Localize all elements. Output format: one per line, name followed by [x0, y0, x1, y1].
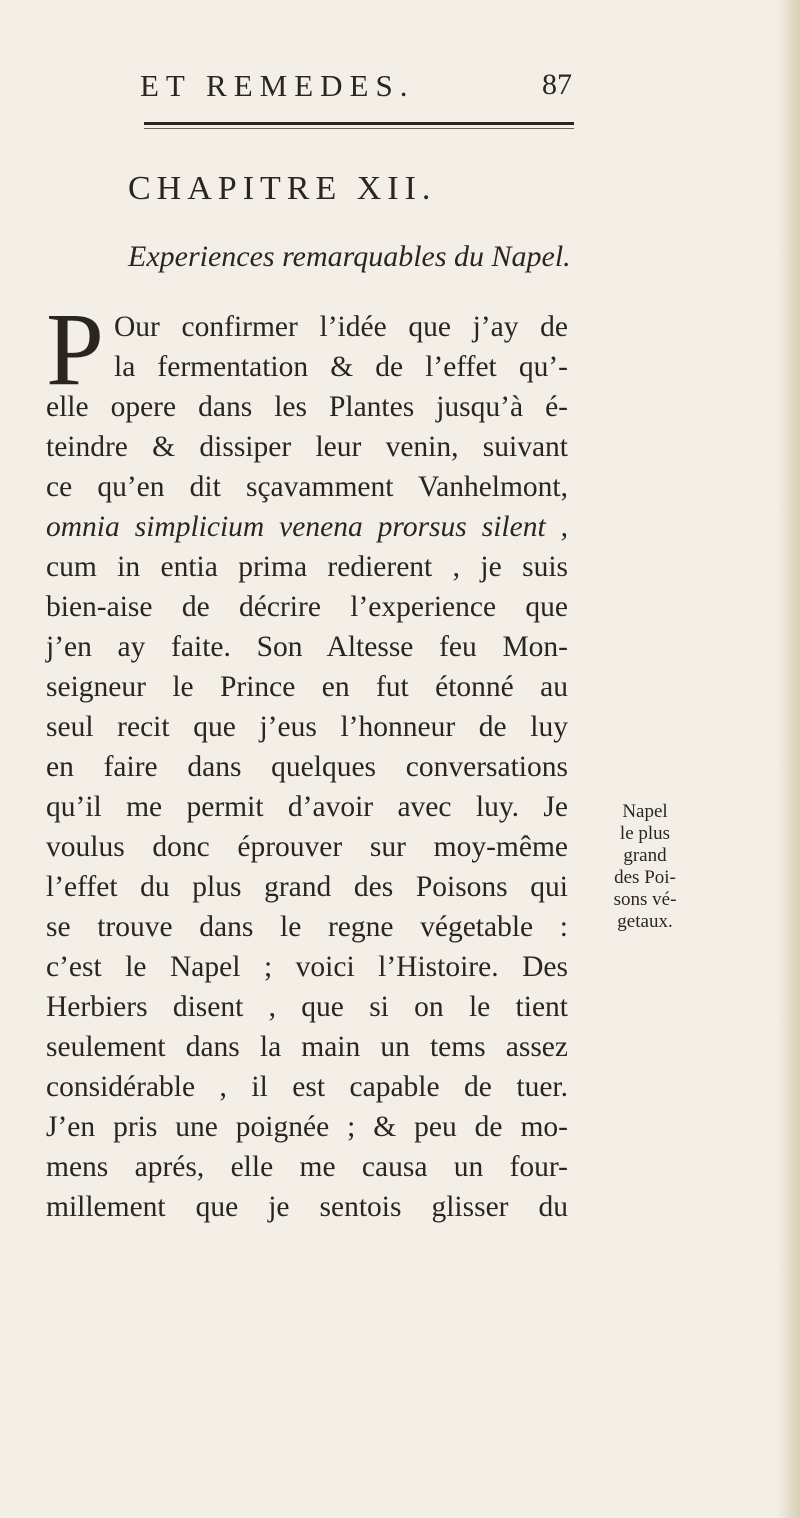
text-line: l’effet du plus grand des Poisons qui — [46, 871, 568, 903]
chapter-title: CHAPITRE XII. — [128, 170, 437, 207]
margin-note-line: le plus — [619, 823, 671, 844]
text-line: J’en pris une poignée ; & peu de mo- — [46, 1111, 568, 1143]
text-line: omnia simplicium venena prorsus silent , — [46, 511, 568, 543]
text-line: seigneur le Prince en fut étonné au — [46, 671, 568, 703]
drop-cap: P — [46, 292, 104, 407]
text-line: en faire dans quelques conversations — [46, 751, 568, 783]
running-title: ET REMEDES. — [140, 68, 415, 103]
margin-note-line: Napel — [622, 801, 668, 822]
text-line: seulement dans la main un tems assez — [46, 1031, 568, 1063]
page-number: 87 — [542, 68, 572, 101]
text-line: elle opere dans les Plantes jusqu’à é- — [46, 391, 568, 423]
text-line: la fermentation & de l’effet qu’- — [114, 351, 568, 383]
text-line: qu’il me permit d’avoir avec luy. Je — [46, 791, 568, 823]
margin-note-line: grand — [623, 845, 667, 866]
text-line: seul recit que j’eus l’honneur de luy — [46, 711, 568, 743]
text-line: mens aprés, elle me causa un four- — [46, 1151, 568, 1183]
page-edge — [778, 0, 800, 1518]
text-line: ce qu’en dit sçavamment Vanhelmont, — [46, 471, 568, 503]
text-line: se trouve dans le regne végetable : — [46, 911, 568, 943]
chapter-subtitle: Experiences remarquables du Napel. — [128, 240, 571, 273]
text-line: c’est le Napel ; voici l’Histoire. Des — [46, 951, 568, 983]
margin-note-line: sons vé- — [613, 889, 677, 910]
text-line: considérable , il est capable de tuer. — [46, 1071, 568, 1103]
running-head — [140, 68, 580, 108]
margin-note-line: getaux. — [617, 911, 673, 932]
header-rule-thin — [144, 128, 574, 129]
text-line: cum in entia prima redierent , je suis — [46, 551, 568, 583]
text-line: bien-aise de décrire l’experience que — [46, 591, 568, 623]
text-line: j’en ay faite. Son Altesse feu Mon- — [46, 631, 568, 663]
text-line: teindre & dissiper leur venin, suivant — [46, 431, 568, 463]
header-rule — [144, 122, 574, 125]
text-line: Herbiers disent , que si on le tient — [46, 991, 568, 1023]
margin-note-line: des Poi- — [614, 867, 676, 888]
text-line: Our confirmer l’idée que j’ay de — [114, 311, 568, 343]
text-line: millement que je sentois glisser du — [46, 1191, 568, 1223]
text-line: voulus donc éprouver sur moy-même — [46, 831, 568, 863]
